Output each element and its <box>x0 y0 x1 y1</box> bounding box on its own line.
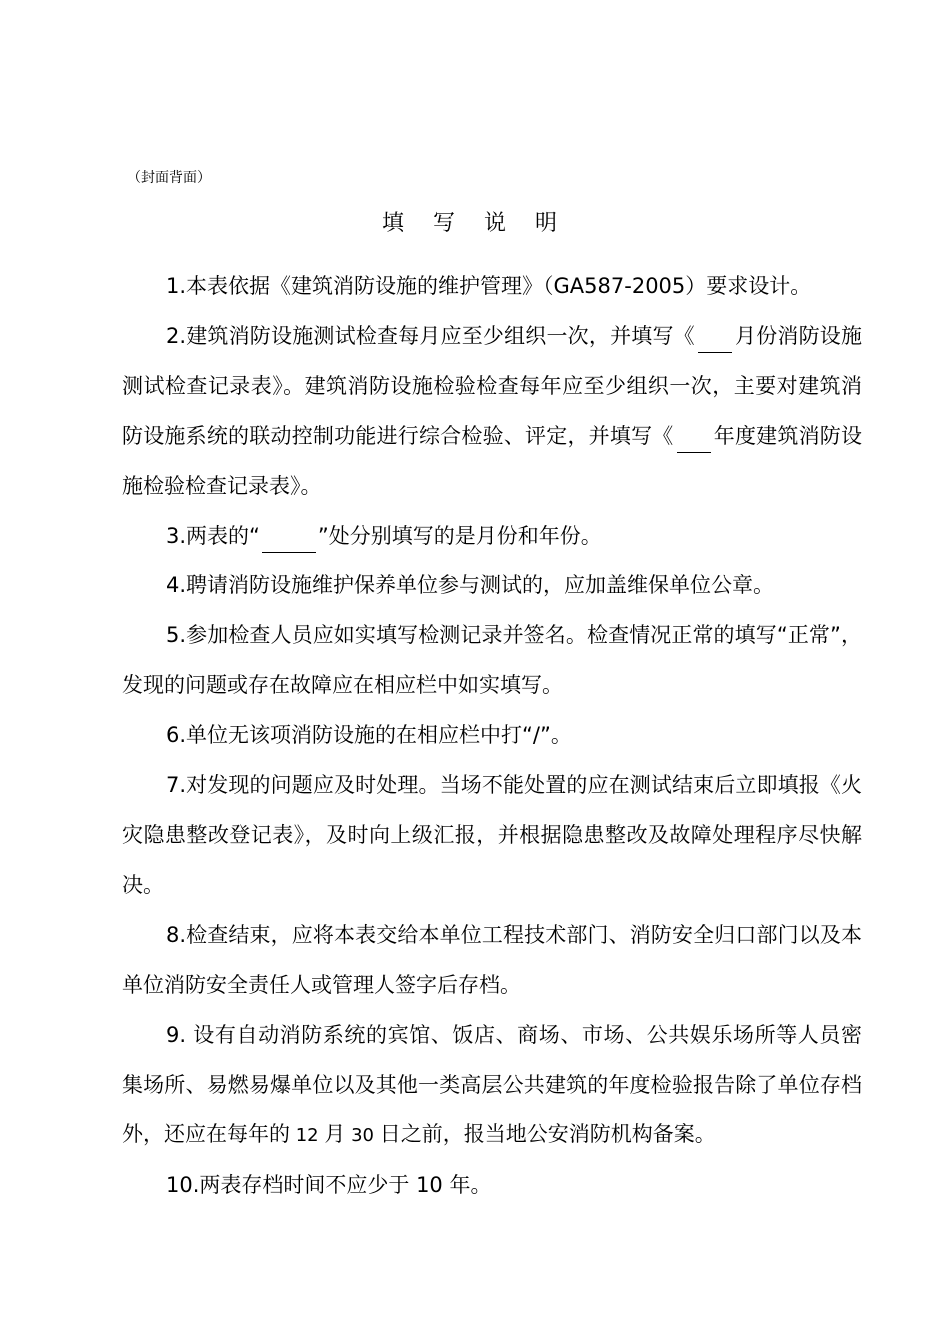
filing-month-number: 12 <box>290 1125 325 1147</box>
instruction-item-10: 10.两表存档时间不应少于 10 年。 <box>166 1173 492 1198</box>
filing-day-number: 30 <box>345 1125 380 1147</box>
instruction-item-9 <box>122 1011 862 1162</box>
instruction-item-1: 1.本表依据《建筑消防设施的维护管理》（GA587-2005）要求设计。 <box>166 274 812 298</box>
instructions-body <box>122 262 862 1211</box>
instruction-item-3-text-a: 3.两表的“ <box>166 523 260 548</box>
year-blank-line <box>677 427 711 453</box>
page-title: 填 写 说 明 <box>382 211 568 236</box>
instruction-item-5: 5.参加检查人员应如实填写检测记录并签名。检查情况正常的填写“正常”，发现的问题或存在故障应在相应栏中如实填写。 <box>122 623 862 698</box>
instruction-item-9-text-a: 9. 设有自动消防系统的宾馆、饭店、商场、市场、公共娱乐场所等人员密集场所、易燃易爆单位以及其他一类高层公共建筑的年度检验报告除了单位存档外，还应在每年的 <box>122 1022 862 1147</box>
instruction-item-2-text-a: 2.建筑消防设施测试检查每月应至少组织一次，并填写《 <box>166 323 695 348</box>
instruction-item-9-text-b: 月 <box>324 1122 346 1147</box>
instruction-item-7: 7.对发现的问题应及时处理。当场不能处置的应在测试结束后立即填报《火灾隐患整改登记表》，及时向上级汇报，并根据隐患整改及故障处理程序尽快解决。 <box>122 773 862 897</box>
instruction-item-8: 8.检查结束，应将本表交给本单位工程技术部门、消防安全归口部门以及本单位消防安全责任人或管理人签字后存档。 <box>122 922 862 997</box>
instruction-item-6: 6.单位无该项消防设施的在相应栏中打“/”。 <box>166 723 572 748</box>
instruction-item-2 <box>122 312 862 512</box>
instruction-item-3 <box>122 512 862 562</box>
instruction-item-4: 4.聘请消防设施维护保养单位参与测试的，应加盖维保单位公章。 <box>166 573 775 598</box>
quoted-blank-line <box>262 527 316 553</box>
instruction-item-2-text-c: 年度建筑消防设施检验检查记录表》。 <box>122 423 863 498</box>
instruction-item-2-text-b: 月份消防设施测试检查记录表》。建筑消防设施检验检查每年应至少组织一次，主要对建筑消防设施系统的联动控制功能进行综合检验、评定，并填写《 <box>122 323 862 448</box>
month-blank-line <box>698 327 732 353</box>
instruction-item-9-text-c: 日之前，报当地公安消防机构备案。 <box>379 1122 716 1147</box>
cover-note: （封面背面） <box>127 170 211 186</box>
instruction-item-3-text-b: ”处分别填写的是月份和年份。 <box>317 523 602 548</box>
